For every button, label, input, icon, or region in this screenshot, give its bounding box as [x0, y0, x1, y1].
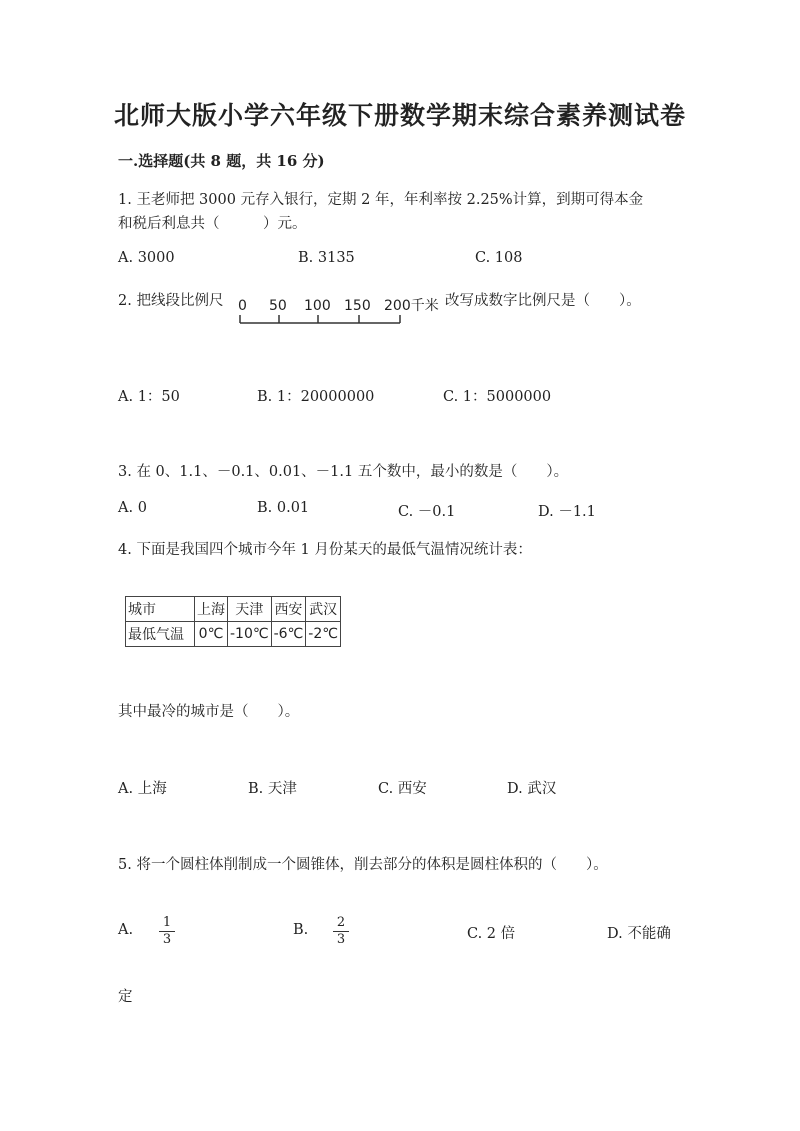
q5-option-a-fraction	[159, 915, 175, 948]
q3-option-b: B. 0.01	[257, 500, 310, 516]
q4-option-c: C. 西安	[378, 781, 427, 797]
table-cell: 武汉	[306, 597, 341, 622]
q4-option-b: B. 天津	[248, 781, 297, 797]
table-cell: 上海	[195, 597, 228, 622]
table-cell: 天津	[228, 597, 272, 622]
temperature-table	[125, 596, 341, 647]
table-cell: 城市	[126, 597, 195, 622]
scale-label-150: 150	[344, 298, 371, 314]
line-scale-figure	[238, 296, 448, 328]
table-cell: 最低气温	[126, 622, 195, 647]
q2-option-b: B. 1：20000000	[257, 389, 375, 405]
scale-label-0: 0	[238, 298, 247, 314]
q3-option-a: A. 0	[118, 500, 147, 516]
table-cell: -6℃	[271, 622, 306, 647]
q5-option-d: D. 不能确	[607, 926, 671, 942]
fraction-denominator: 3	[336, 932, 346, 947]
q1-option-b: B. 3135	[298, 250, 355, 266]
page-title: 北师大版小学六年级下册数学期末综合素养测试卷	[113, 101, 686, 130]
table-row	[126, 622, 341, 647]
q5-option-d-continued: 定	[118, 989, 133, 1005]
q2-option-a: A. 1：50	[118, 389, 180, 405]
table-cell: 0℃	[195, 622, 228, 647]
q3-option-d: D. －1.1	[538, 504, 596, 520]
q4-option-a: A. 上海	[118, 781, 167, 797]
q5-option-c: C. 2 倍	[467, 926, 516, 942]
q2-option-c: C. 1：5000000	[443, 389, 552, 405]
table-cell: 西安	[271, 597, 306, 622]
question-2-prefix: 2. 把线段比例尺	[118, 293, 224, 309]
fraction-numerator: 1	[159, 915, 175, 932]
question-1-line-2: 和税后利息共（ ）元。	[118, 216, 307, 232]
table-row	[126, 597, 341, 622]
table-cell: -10℃	[228, 622, 272, 647]
section-heading: 一.选择题(共 8 题，共 16 分)	[118, 152, 325, 170]
q5-option-a-label: A.	[118, 922, 134, 938]
question-4: 4. 下面是我国四个城市今年 1 月份某天的最低气温情况统计表：	[118, 542, 532, 558]
q1-option-c: C. 108	[475, 250, 523, 266]
q4-option-d: D. 武汉	[507, 781, 557, 797]
question-3: 3. 在 0、1.1、－0.1、0.01、－1.1 五个数中，最小的数是（ ）。	[118, 464, 569, 480]
table-cell: -2℃	[306, 622, 341, 647]
scale-label-100: 100	[304, 298, 331, 314]
scale-label-50: 50	[269, 298, 287, 314]
question-5: 5. 将一个圆柱体削制成一个圆锥体，削去部分的体积是圆柱体积的（ ）。	[118, 857, 608, 873]
q3-option-c: C. －0.1	[398, 504, 456, 520]
question-1-line-1: 1. 王老师把 3000 元存入银行，定期 2 年，年利率按 2.25%计算，到期可得本金	[118, 192, 644, 208]
question-4-prompt: 其中最冷的城市是（ ）。	[118, 704, 300, 720]
question-2-suffix: 改写成数字比例尺是（ ）。	[445, 293, 641, 309]
q5-option-b-fraction	[333, 915, 349, 948]
scale-label-200: 200千米	[384, 298, 439, 314]
q1-option-a: A. 3000	[118, 250, 175, 266]
fraction-numerator: 2	[333, 915, 349, 932]
q5-option-b-label: B.	[293, 922, 309, 938]
fraction-denominator: 3	[162, 932, 172, 947]
